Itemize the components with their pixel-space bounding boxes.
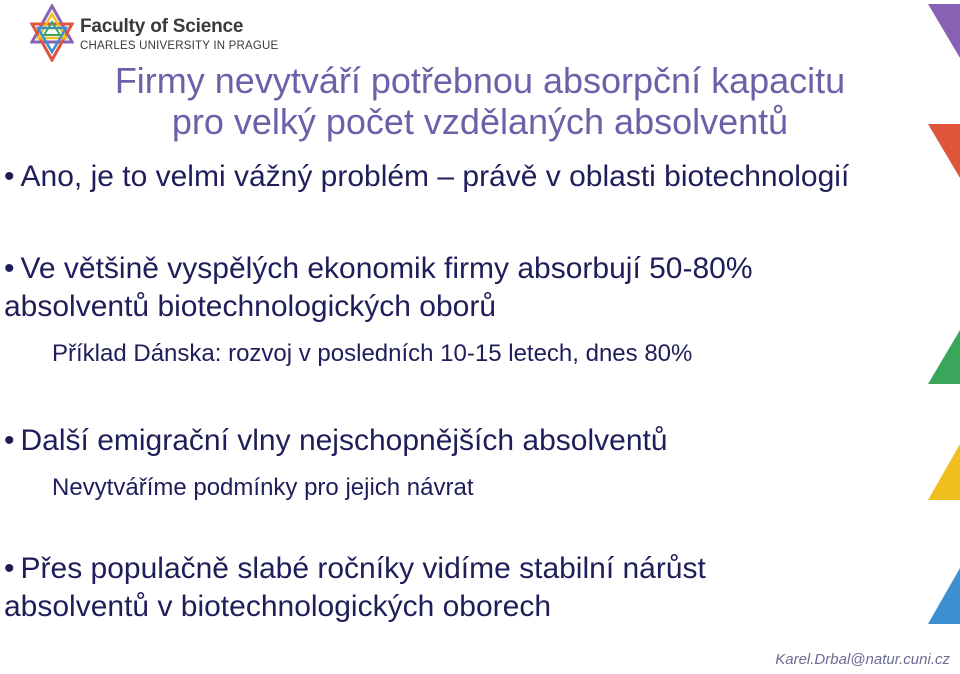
bullet-2-line2: absolventů biotechnologických oborů — [4, 290, 496, 323]
bullet-marker: • — [4, 160, 15, 193]
faculty-logo-icon — [30, 4, 74, 62]
red-triangle-decoration — [928, 124, 960, 178]
logo-subtitle: CHARLES UNIVERSITY IN PRAGUE — [80, 40, 279, 52]
yellow-triangle-decoration — [928, 444, 960, 500]
bullet-3 — [4, 424, 668, 458]
blue-triangle-decoration — [928, 568, 960, 624]
bullet-3-subtext: Nevytváříme podmínky pro jejich návrat — [52, 474, 474, 501]
slide-title — [0, 60, 960, 142]
bullet-2-text: Ve většině vyspělých ekonomik firmy absorbují 50-80% — [20, 252, 753, 285]
bullet-4-line2: absolventů v biotechnologických oborech — [4, 590, 552, 623]
bullet-marker: • — [4, 424, 15, 457]
bullet-2-line1 — [4, 252, 753, 286]
purple-triangle-decoration — [928, 4, 960, 58]
slide-title-line1: Firmy nevytváří potřebnou absorpční kapacitu — [114, 60, 846, 101]
bullet-4-text: Přes populačně slabé ročníky vidíme stabilní nárůst — [20, 552, 706, 585]
bullet-2-subtext: Příklad Dánska: rozvoj v posledních 10-15 letech, dnes 80% — [52, 340, 693, 367]
bullet-3-text: Další emigrační vlny nejschopnějších absolventů — [20, 424, 668, 457]
slide-title-line2: pro velký počet vzdělaných absolventů — [171, 101, 789, 142]
bullet-4-line1 — [4, 552, 706, 586]
logo-title: Faculty of Science — [80, 16, 244, 37]
bullet-1-text: Ano, je to velmi vážný problém – právě v oblasti biotechnologií — [20, 160, 850, 193]
green-triangle-decoration — [928, 330, 960, 384]
faculty-logo — [30, 4, 279, 64]
footer-email: Karel.Drbal@natur.cuni.cz — [775, 651, 950, 668]
bullet-marker: • — [4, 252, 15, 285]
bullet-1 — [4, 160, 849, 194]
bullet-marker: • — [4, 552, 15, 585]
